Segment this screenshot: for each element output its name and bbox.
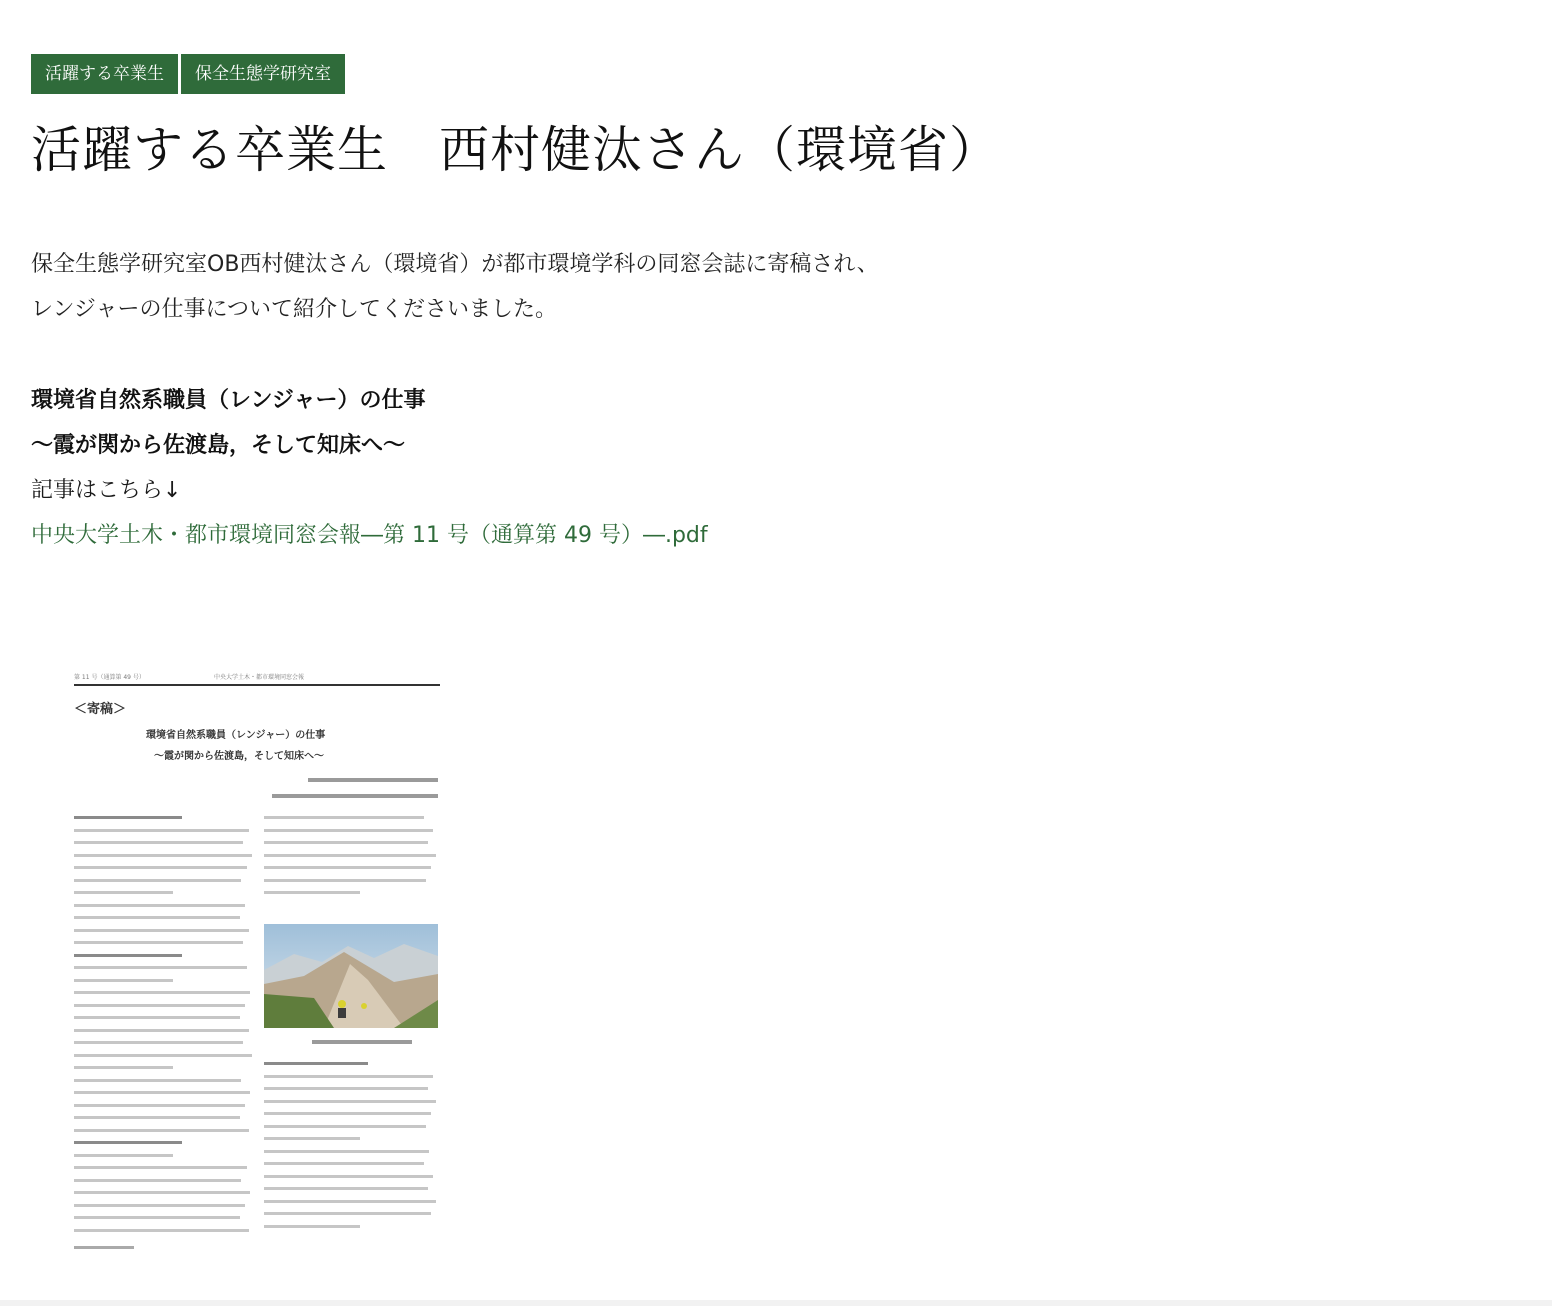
pdf-text-line xyxy=(74,966,247,969)
pdf-download-link[interactable]: 中央大学土木・都市環境同窓会報―第 11 号（通算第 49 号）―.pdf xyxy=(31,523,708,548)
pdf-header-rule xyxy=(74,684,440,686)
pdf-text-line xyxy=(264,1200,436,1203)
pdf-title-line-2: ～霞が関から佐渡島，そして知床へ～ xyxy=(154,751,324,762)
pdf-text-line xyxy=(74,1116,240,1119)
pdf-text-line xyxy=(74,1066,173,1069)
pdf-text-line xyxy=(74,1091,250,1094)
pdf-photo-caption xyxy=(312,1040,412,1044)
pdf-text-line xyxy=(74,1016,240,1019)
mountain-photo-icon xyxy=(264,924,438,1028)
pdf-text-line xyxy=(264,1175,433,1178)
pdf-text-line xyxy=(74,954,182,957)
pdf-text-line xyxy=(74,1079,241,1082)
article-info xyxy=(31,378,1131,558)
intro-line-1: 保全生態学研究室OB西村健汰さん（環境省）が都市環境学科の同窓会誌に寄稿され、 xyxy=(31,252,879,277)
pdf-text-line xyxy=(74,1004,245,1007)
pdf-text-line xyxy=(74,1129,249,1132)
pdf-text-line xyxy=(74,1154,173,1157)
pdf-header-left: 第 11 号（通算第 49 号） xyxy=(74,674,145,681)
tag-graduates[interactable]: 活躍する卒業生 xyxy=(31,54,178,94)
pdf-header-right: 中央大学土木・都市環境同窓会報 xyxy=(214,674,305,681)
pdf-text-line xyxy=(74,1204,245,1207)
pdf-text-line xyxy=(74,941,243,944)
pdf-text-line xyxy=(74,1141,182,1144)
pdf-right-column-top xyxy=(264,816,438,904)
pdf-text-line xyxy=(74,1041,243,1044)
pdf-text-line xyxy=(264,1137,360,1140)
pdf-text-line xyxy=(264,854,436,857)
pdf-text-line xyxy=(264,1075,433,1078)
pdf-text-line xyxy=(74,929,249,932)
pdf-left-column xyxy=(74,816,254,1241)
pdf-text-line xyxy=(264,1100,436,1103)
pdf-text-line xyxy=(264,891,360,894)
pdf-text-line xyxy=(74,891,173,894)
pdf-text-line xyxy=(74,816,182,819)
pdf-text-line xyxy=(264,1112,431,1115)
pdf-text-line xyxy=(74,1166,247,1169)
page-title: 活躍する卒業生 西村健汰さん（環境省） xyxy=(31,121,1000,179)
pdf-text-line xyxy=(264,1087,428,1090)
pdf-text-line xyxy=(264,1150,429,1153)
pdf-author-line xyxy=(308,778,438,782)
pdf-text-line xyxy=(74,1054,252,1057)
pdf-text-line xyxy=(74,879,241,882)
bottom-edge xyxy=(0,1300,1552,1306)
post-content xyxy=(31,54,1131,558)
pdf-text-line xyxy=(74,829,249,832)
pdf-kind-label: ＜寄稿＞ xyxy=(74,702,127,717)
pdf-text-line xyxy=(74,1104,245,1107)
article-heading-2: ～霞が関から佐渡島，そして知床へ～ xyxy=(31,433,406,458)
pdf-photo xyxy=(264,924,438,1028)
article-lead: 記事はこちら↓ xyxy=(31,478,182,503)
category-tags xyxy=(31,54,1131,94)
pdf-text-line xyxy=(74,1191,250,1194)
pdf-text-line xyxy=(264,1125,426,1128)
pdf-text-line xyxy=(264,866,431,869)
pdf-footer xyxy=(74,1246,134,1249)
pdf-text-line xyxy=(74,1216,240,1219)
pdf-thumbnail[interactable] xyxy=(64,662,448,1262)
pdf-title-line-1: 環境省自然系職員（レンジャー）の仕事 xyxy=(146,730,326,741)
pdf-text-line xyxy=(264,841,428,844)
intro-line-2: レンジャーの仕事について紹介してくださいました。 xyxy=(31,297,558,322)
pdf-text-line xyxy=(264,1212,431,1215)
pdf-right-column-bottom xyxy=(264,1062,438,1237)
pdf-header xyxy=(74,672,440,681)
pdf-text-line xyxy=(264,829,433,832)
pdf-text-line xyxy=(264,816,424,819)
article-heading-1: 環境省自然系職員（レンジャー）の仕事 xyxy=(31,388,426,413)
pdf-text-line xyxy=(74,854,252,857)
pdf-text-line xyxy=(74,916,240,919)
pdf-text-line xyxy=(264,879,426,882)
pdf-text-line xyxy=(74,866,247,869)
pdf-text-line xyxy=(264,1162,424,1165)
pdf-text-line xyxy=(74,1179,241,1182)
pdf-text-line xyxy=(74,979,173,982)
intro-text xyxy=(31,242,1131,332)
pdf-text-line xyxy=(74,904,245,907)
pdf-text-line xyxy=(264,1062,368,1065)
pdf-text-line xyxy=(264,1187,428,1190)
pdf-text-line xyxy=(74,1029,249,1032)
pdf-affiliation-line xyxy=(272,794,438,798)
pdf-text-line xyxy=(264,1225,360,1228)
pdf-text-line xyxy=(74,1229,249,1232)
tag-conservation-ecology-lab[interactable]: 保全生態学研究室 xyxy=(181,54,345,94)
pdf-text-line xyxy=(74,991,250,994)
pdf-text-line xyxy=(74,841,243,844)
